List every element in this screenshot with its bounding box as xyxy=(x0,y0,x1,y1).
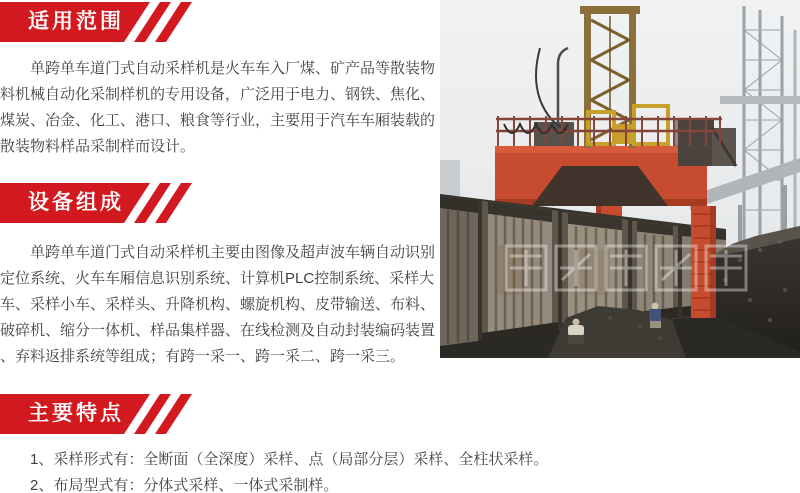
train-car xyxy=(440,196,478,351)
background-walkway xyxy=(720,96,800,104)
section-banner-composition xyxy=(0,183,200,223)
section-title-composition: 设备组成 xyxy=(28,191,124,214)
feature-item-2: 2、布局型式有：分体式采样、一体式采制样。 xyxy=(30,477,339,493)
section-banner-features xyxy=(0,394,200,434)
section-banner-scope xyxy=(0,2,200,42)
background-left-structure xyxy=(440,160,460,196)
composition-paragraph: 单跨单车道门式自动采样机主要由图像及超声波车辆自动识别定位系统、火车车厢信息识别系统、计算机PLC控制系统、采样大车、采样小车、采样头、升降机构、螺旋机构、皮带输送、布料、破碎机、缩分一体机、样品集样器、在线检测及自动封装编码装置、弃料返排系统等组成；有跨一采一、跨一采二、跨一采三。 xyxy=(0,244,436,365)
feature-item-1: 1、采样形式有：全断面（全深度）采样、点（局部分层）采样、全柱状采样。 xyxy=(30,451,549,468)
equipment-photo xyxy=(440,0,800,358)
scope-paragraph: 单跨单车道门式自动采样机是火车车入厂煤、矿产品等散装物料机械自动化采制样机的专用设备，广泛用于电力、钢铁、焦化、煤炭、冶金、化工、港口、粮食等行业，主要用于汽车车厢装载的散装物料样品采制样而设计。 xyxy=(0,60,436,155)
section-title-features: 主要特点 xyxy=(28,402,124,425)
gantry-sampler-photo xyxy=(440,0,800,358)
right-machinery xyxy=(678,120,714,166)
section-title-scope: 适用范围 xyxy=(28,10,124,33)
